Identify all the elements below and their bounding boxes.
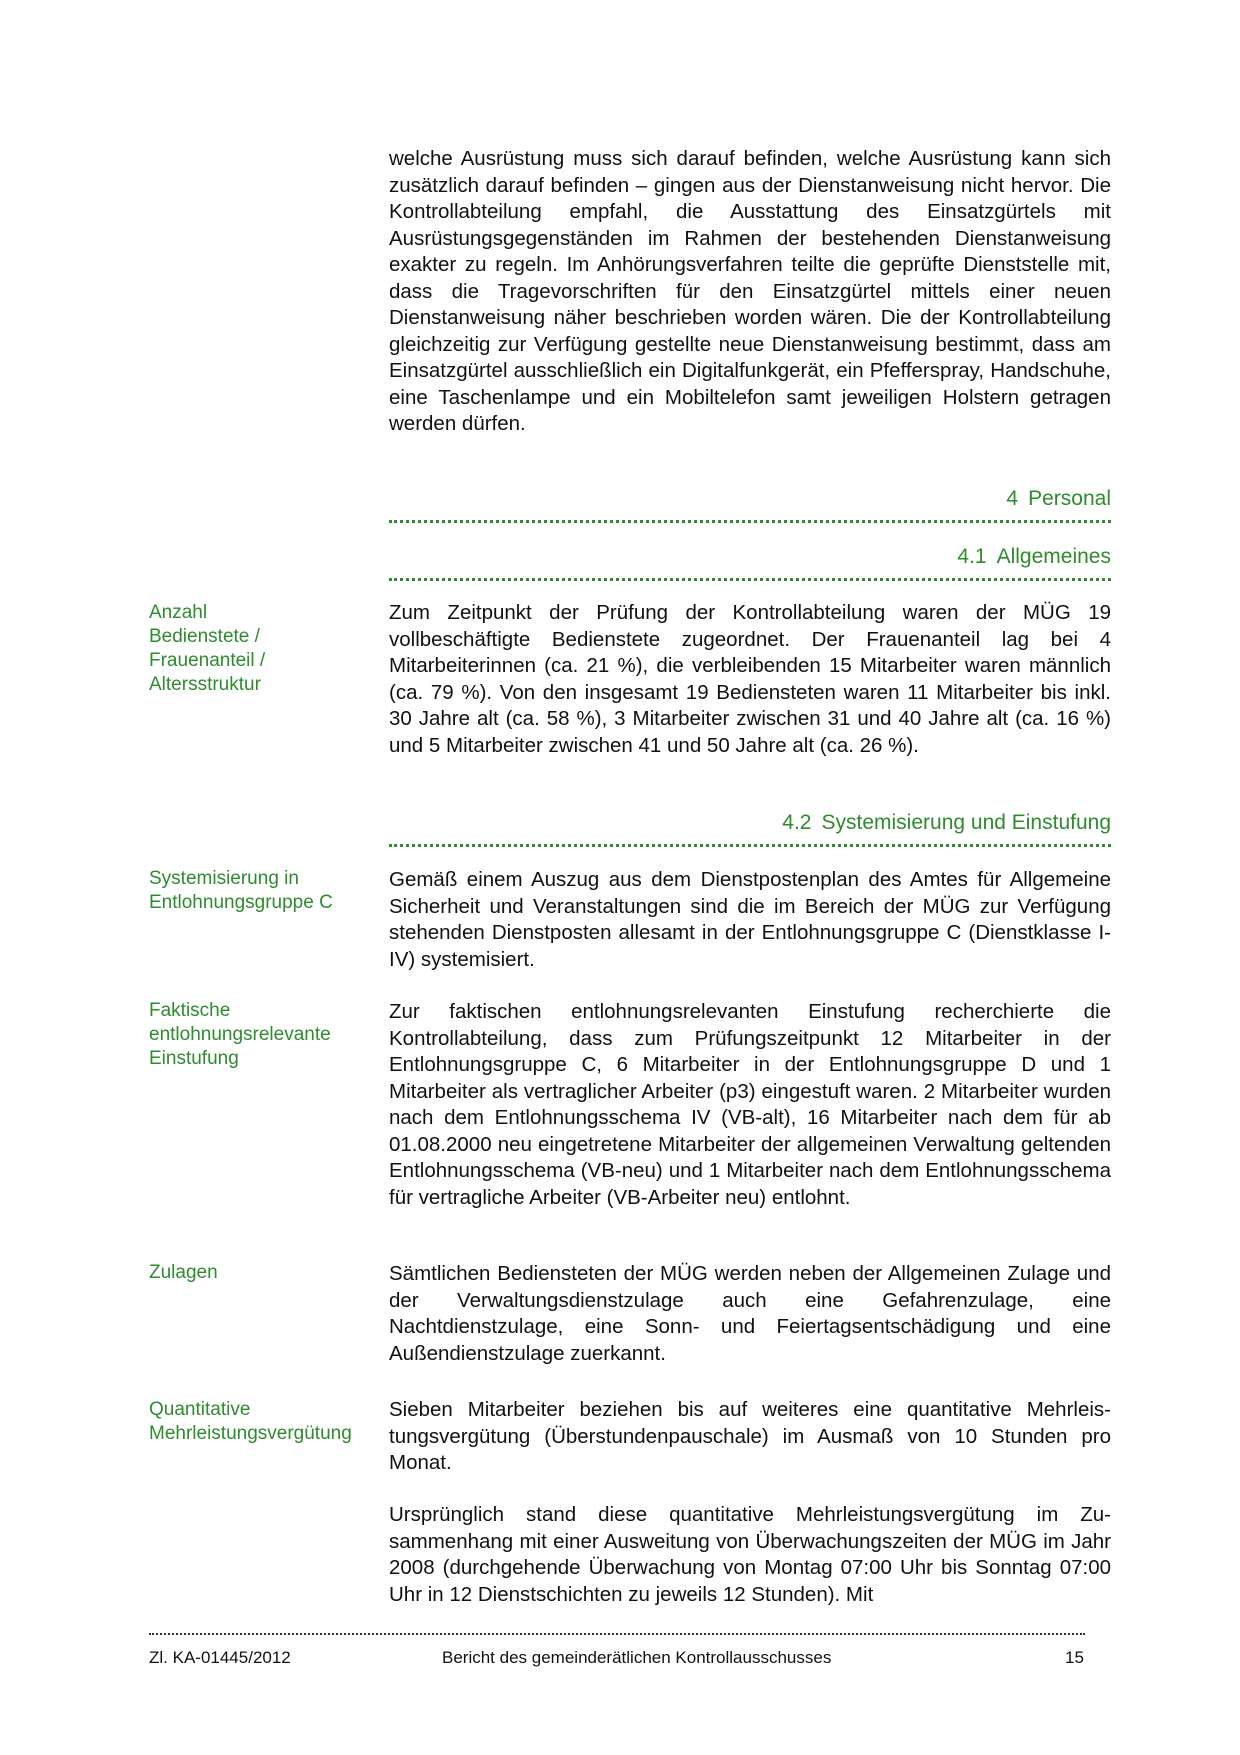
section-heading-4-2 bbox=[389, 810, 1111, 847]
section-number: 4 bbox=[1006, 487, 1019, 510]
paragraph-einstufung: Zur faktischen entlohnungsrelevanten Einstufung recherchierte die Kontrollabteilung, dass zum Prüfungszeitpunkt 12 Mitarbeiter in der Entlohnungsgruppe C, 6 Mitarbeiter in der Entlohnungsgruppe D und 1 Mitarbeiter als vertraglicher Arbeiter (p3) eingestuft waren. 2 Mitarbeiter wurden nach dem Entlohnungsschema IV (VB-alt), 16 Mitarbeiter nach dem für ab 01.08.2000 neu eingetretene Mitarbeiter der allgemeinen Verwaltung geltenden Entlohnungsschema (VB-neu) und 1 Mitarbeiter nach dem Entlohnungsschema für vertragliche Arbeiter (VB-Arbeiter neu) entlohnt. bbox=[389, 1000, 1111, 1209]
side-note-zulagen: Zulagen bbox=[149, 1262, 218, 1283]
side-note-mehrleistung: Quantitative Mehrleistungsvergütung bbox=[149, 1399, 352, 1444]
section-title: Personal bbox=[1028, 487, 1111, 510]
side-note-staff-count: Anzahl Bedienstete / Frauenanteil / Altersstruktur bbox=[149, 602, 266, 695]
section-title: Systemisierung und Einstufung bbox=[821, 811, 1111, 834]
footer-reference: Zl. KA-01445/2012 bbox=[149, 1648, 291, 1667]
footer-page-number: 15 bbox=[1065, 1648, 1084, 1667]
paragraph-zulagen: Sämtlichen Bediensteten der MÜG werden neben der Allgemeinen Zulage und der Verwaltungsdienstzulage auch eine Gefahrenzulage, eine Nachtdienstzulage, eine Sonn- und Feiertagsentschädigung und eine Außendienstzulage zuerkannt. bbox=[389, 1262, 1111, 1365]
side-note-systemisierung: Systemisierung in Entlohnungsgruppe C bbox=[149, 868, 333, 913]
section-heading-4 bbox=[389, 486, 1111, 523]
footer-divider bbox=[149, 1633, 1085, 1635]
paragraph-staff-count: Zum Zeitpunkt der Prüfung der Kontrollabteilung waren der MÜG 19 vollbeschäftigte Bedienstete zugeordnet. Der Frauenanteil lag bei 4 Mitarbeiterinnen (ca. 21 %), die verbleibenden 15 Mitarbeiter waren männlich (ca. 79 %). Von den insgesamt 19 Bediensteten waren 11 Mitarbeiter bis inkl. 30 Jahre alt (ca. 58 %), 3 Mitarbeiter zwischen 31 und 40 Jahre alt (ca. 16 %) und 5 Mitarbeiter zwischen 41 und 50 Jahre alt (ca. 26 %). bbox=[389, 601, 1111, 757]
section-heading-4-1 bbox=[389, 544, 1111, 581]
intro-paragraph: welche Ausrüstung muss sich darauf befinden, welche Ausrüstung kann sich zusätzlich darauf befinden – gingen aus der Dienstanweisung nicht hervor. Die Kontrollabteilung empfahl, die Ausstattung des Einsatzgürtels mit Ausrüstungsgegenständen im Rahmen der bestehenden Dienstanweisung exakter zu regeln. Im Anhörungsverfahren teilte die geprüfte Dienststelle mit, dass die Tragevorschriften für den Einsatzgürtel mittels einer neuen Dienstanweisung näher beschrieben worden wären. Die der Kontrollabteilung gleichzeitig zur Verfügung gestellte neue Dienstanweisung bestimmt, dass am Einsatzgürtel ausschließlich ein Digitalfunkgerät, ein Pfefferspray, Handschuhe, eine Taschenlampe und ein Mobiltelefon samt jeweiligen Holstern getragen werden dürfen. bbox=[389, 147, 1111, 435]
paragraph-systemisierung: Gemäß einem Auszug aus dem Dienstpostenplan des Amtes für Allgemeine Sicherheit und Veranstaltungen sind die im Bereich der MÜG zur Verfügung stehenden Dienstposten allesamt in der Entlohnungsgruppe C (Dienstklasse I-IV) systemisiert. bbox=[389, 868, 1111, 971]
paragraph-mehrleistung: Sieben Mitarbeiter beziehen bis auf weiteres eine quantitative Mehrleistungsvergütung (Überstundenpauschale) im Ausmaß von 10 Stunden pro Monat. bbox=[389, 1398, 1111, 1474]
footer-report-title: Bericht des gemeinderätlichen Kontrollausschusses bbox=[442, 1648, 832, 1667]
section-title: Allgemeines bbox=[996, 545, 1111, 568]
side-note-einstufung: Faktische entlohnungsrelevante Einstufung bbox=[149, 1000, 331, 1069]
section-number: 4.2 bbox=[782, 811, 812, 834]
section-number: 4.1 bbox=[957, 545, 987, 568]
paragraph-ursprung: Ursprünglich stand diese quantitative Mehrleistungsvergütung im Zusammenhang mit einer Ausweitung von Überwachungszeiten der MÜG im Jahr 2008 (durchgehende Überwachung von Montag 07:00 Uhr bis Sonntag 07:00 Uhr in 12 Dienstschichten zu jeweils 12 Stunden). Mit bbox=[389, 1503, 1111, 1606]
